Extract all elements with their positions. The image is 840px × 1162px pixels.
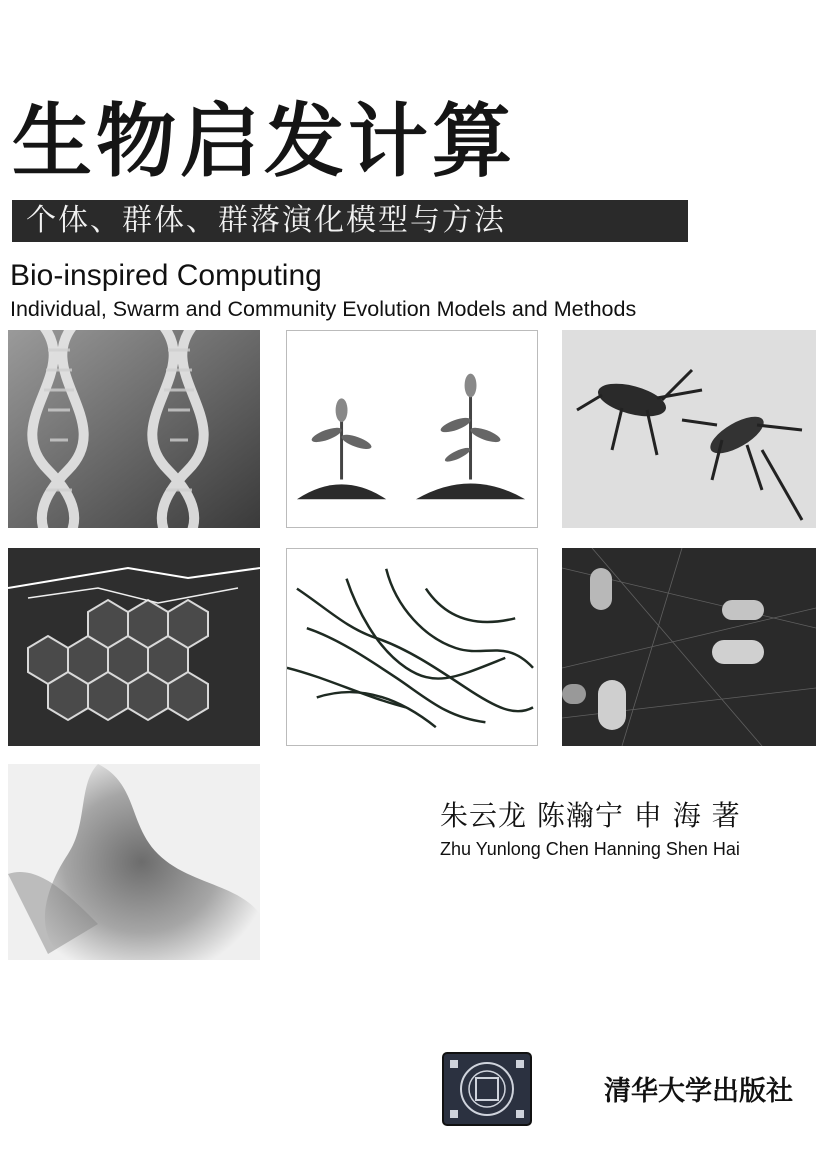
publisher-name: 清华大学出版社 — [604, 1076, 793, 1107]
publisher-seal-icon — [442, 1052, 532, 1126]
dna-helix-image — [8, 330, 260, 528]
book-subtitle-banner: 个体、群体、群落演化模型与方法 — [12, 200, 688, 242]
bacteria-image — [562, 548, 816, 746]
english-title: Bio-inspired Computing — [10, 259, 322, 292]
particle-swarm-image — [8, 764, 260, 960]
plant-sprouts-image — [286, 330, 538, 528]
authors-chinese: 朱云龙 陈瀚宁 申 海 著 — [440, 799, 741, 832]
root-network-image — [286, 548, 538, 746]
english-subtitle: Individual, Swarm and Community Evolution Models and Methods — [10, 297, 637, 321]
book-title: 生物启发计算 — [12, 95, 516, 188]
authors-english: Zhu Yunlong Chen Hanning Shen Hai — [440, 839, 740, 859]
crickets-image — [562, 330, 816, 528]
hexagon-lattice-image — [8, 548, 260, 746]
